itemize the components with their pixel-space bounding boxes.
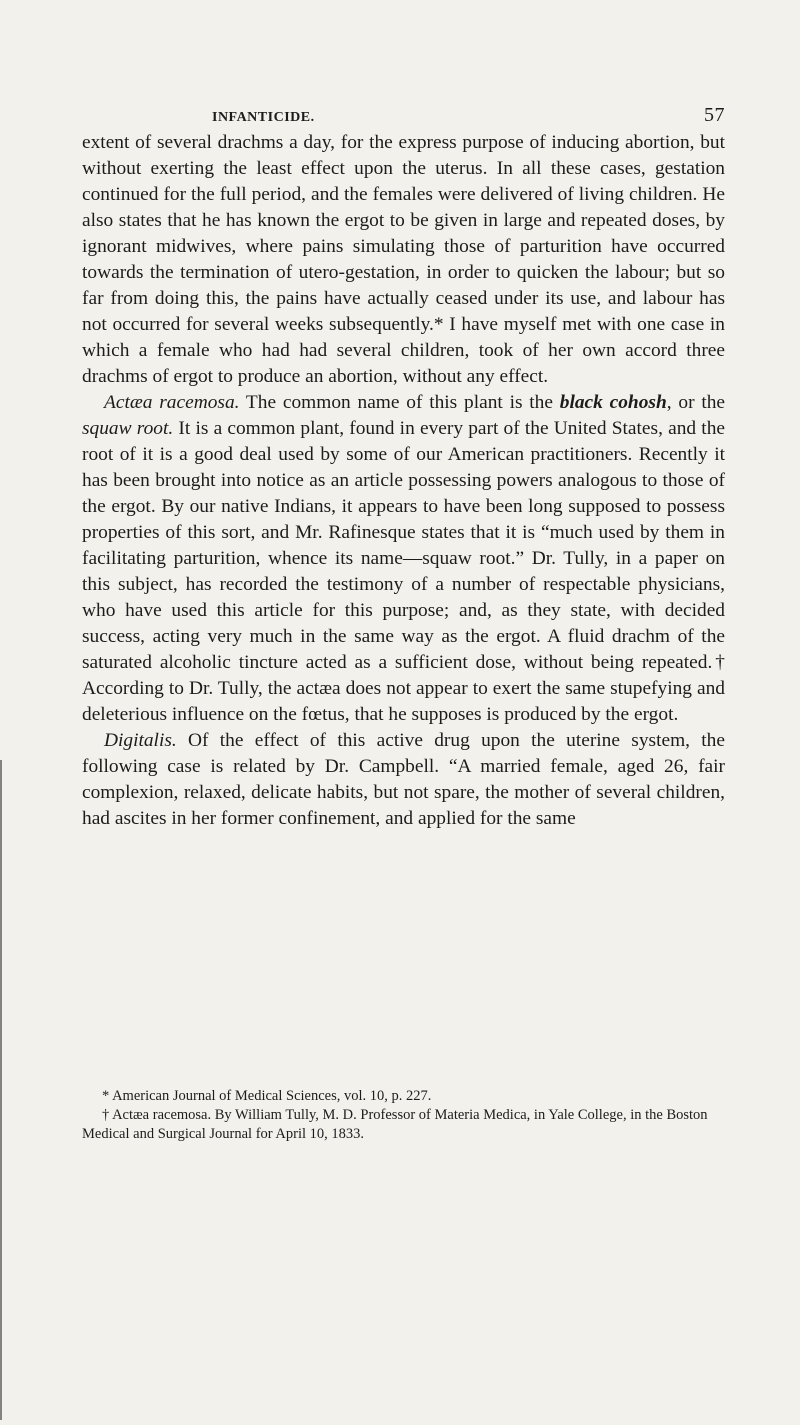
text-run: Of the effect of this active drug upon the uterine system, the following case is related by Dr. Campbell. “A married female, aged 26, fair complexion, relaxed, delicate habits, but not spare, the mother of several children, had ascites in her former confinement, and applied for the same [82,730,725,829]
footnote-1: * American Journal of Medical Sciences, vol. 10, p. 227. [102,1088,432,1104]
text-run: black cohosh [559,392,667,413]
footnote-2: † Actæa racemosa. By William Tully, M. D. Professor of Materia Medica, in Yale College, in the Boston Medical and Surgical Journal for April 10, 1833. [82,1107,708,1142]
paragraph-actaea [82,390,725,728]
page-header [82,104,727,128]
paragraph-1 [82,130,725,390]
text-run: squaw root. [82,418,174,439]
text-run: Actæa racemosa. [104,392,240,413]
text-run: It is a common plant, found in every part of the United States, and the root of it is a good deal used by some of our American practitioners. Recently it has been brought into notice as an article possessing powers analogous to those of the ergot. By our native Indians, it appears to have been long supposed to possess properties of this sort, and Mr. Rafinesque states that it is “much used by them in facilitating parturition, whence its name—squaw root.” Dr. Tully, in a paper on this subject, has recorded the testimony of a number of respectable physicians, who have used this article for this purpose; and, as they state, with decided success, acting very much in the same way as the ergot. A fluid drachm of the saturated alcoholic tincture acted as a sufficient dose, without being repeated.† According to Dr. Tully, the actæa does not appear to exert the same stupefying and deleterious influence on the fœtus, that he supposes is produced by the ergot. [82,418,725,725]
body-text [82,130,725,832]
footnotes [82,1087,725,1144]
scan-edge-line [0,760,2,1420]
text-run: The common name of this plant is the [239,392,560,413]
running-title: INFANTICIDE. [212,110,315,125]
text-run: , or the [666,392,726,413]
paragraph-digitalis [82,728,725,832]
text-run: Digitalis. [104,730,177,751]
text-run: extent of several drachms a day, for the express purpose of inducing abortion, but without exerting the least effect upon the uterus. In all these cases, gestation continued for the full period, and the females were delivered of living children. He also states that he has known the ergot to be given in large and repeated doses, by ignorant midwives, where pains simulating those of parturition have occurred towards the termination of utero-gestation, in order to quicken the labour; but so far from doing this, the pains have actually ceased under its use, and labour has not occurred for several weeks subsequently.* I have myself met with one case in which a female who had had several children, took of her own accord three drachms of ergot to produce an abortion, without any effect. [82,132,725,387]
page-number: 57 [704,104,725,126]
